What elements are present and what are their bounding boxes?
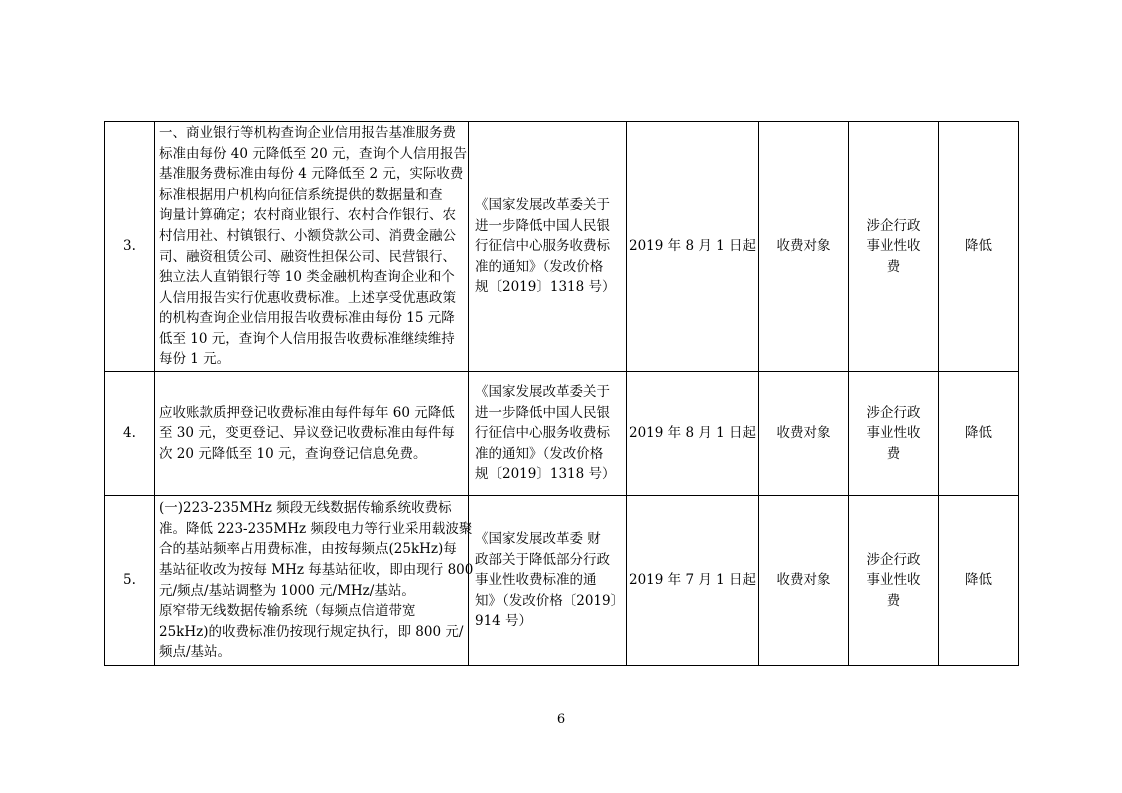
basis-line: 行征信中心服务收费标 (475, 425, 610, 442)
basis-line: 《国家发展改革委关于 (475, 384, 610, 401)
basis-line: 事业性收费标准的通 (475, 572, 597, 589)
content-line: 标准根据用户机构向征信系统提供的数据量和查 (159, 186, 443, 203)
content-line: 25kHz)的收费标准仍按现行规定执行，即 800 元/ (159, 623, 464, 640)
content-line: 基准服务费标准由每份 4 元降低至 2 元，实际收费 (159, 166, 464, 183)
adjustment-type: 降低 (939, 122, 1019, 372)
basis-line: 规〔2019〕1318 号） (475, 279, 616, 296)
fee-category-text: 涉企行政事业性收费 (866, 217, 921, 275)
table-row (105, 372, 1019, 496)
policy-basis (469, 372, 627, 496)
content-line: (一)223-235MHz 频段无线数据传输系统收费标 (159, 500, 452, 517)
adjustment-type: 降低 (939, 496, 1019, 666)
fee-category (849, 122, 939, 372)
fee-content (155, 372, 469, 496)
content-line: 的机构查询企业信用报告收费标准由每份 15 元降 (159, 310, 455, 327)
row-number: 4. (105, 372, 155, 496)
basis-line: 政部关于降低部分行政 (475, 551, 610, 568)
basis-line: 《国家发展改革委 财 (475, 531, 601, 548)
content-line: 元/频点/基站调整为 1000 元/MHz/基站。 (159, 582, 415, 599)
fee-category (849, 496, 939, 666)
row-number: 5. (105, 496, 155, 666)
adjustment-type: 降低 (939, 372, 1019, 496)
content-line: 准。降低 223-235MHz 频段电力等行业采用载波聚 (159, 520, 473, 537)
basis-line: 准的通知》（发改价格 (475, 258, 604, 275)
fee-category-text: 涉企行政事业性收费 (866, 551, 921, 609)
content-line: 标准由每份 40 元降低至 20 元，查询个人信用报告 (159, 145, 468, 162)
table-row (105, 496, 1019, 666)
content-line: 独立法人直销银行等 10 类金融机构查询企业和个 (159, 269, 455, 286)
basis-line: 进一步降低中国人民银 (475, 404, 610, 421)
fee-object: 收费对象 (759, 122, 849, 372)
content-line: 原窄带无线数据传输系统（每频点信道带宽 (159, 603, 416, 620)
policy-basis (469, 496, 627, 666)
fee-adjustment-table (104, 121, 1019, 666)
basis-line: 进一步降低中国人民银 (475, 217, 610, 234)
table-row (105, 122, 1019, 372)
effective-date: 2019 年 8 月 1 日起 (627, 372, 759, 496)
content-line: 至 30 元，变更登记、异议登记收费标准由每件每 (159, 425, 455, 442)
policy-basis (469, 122, 627, 372)
content-line: 合的基站频率占用费标准，由按每频点(25kHz)每 (159, 541, 457, 558)
content-line: 基站征收改为按每 MHz 每基站征收，即由现行 800 (159, 561, 474, 578)
fee-content (155, 496, 474, 666)
content-line: 村信用社、村镇银行、小额贷款公司、消费金融公 (159, 227, 456, 244)
basis-line: 914 号） (475, 613, 533, 630)
content-line: 应收账款质押登记收费标准由每件每年 60 元降低 (159, 404, 455, 421)
basis-line: 知》（发改价格〔2019〕 (475, 592, 625, 609)
content-line: 次 20 元降低至 10 元，查询登记信息免费。 (159, 445, 427, 462)
effective-date: 2019 年 7 月 1 日起 (627, 496, 759, 666)
basis-line: 准的通知》（发改价格 (475, 445, 604, 462)
fee-object: 收费对象 (759, 496, 849, 666)
fee-category-text: 涉企行政事业性收费 (866, 404, 921, 462)
content-line: 人信用报告实行优惠收费标准。上述享受优惠政策 (159, 289, 456, 306)
content-line: 每份 1 元。 (159, 351, 231, 368)
basis-line: 《国家发展改革委关于 (475, 197, 610, 214)
effective-date: 2019 年 8 月 1 日起 (627, 122, 759, 372)
basis-line: 规〔2019〕1318 号） (475, 466, 616, 483)
row-number: 3. (105, 122, 155, 372)
fee-object: 收费对象 (759, 372, 849, 496)
fee-content (155, 122, 469, 372)
page-number: 6 (556, 712, 566, 727)
content-line: 低至 10 元，查询个人信用报告收费标准继续维持 (159, 330, 455, 347)
content-line: 一、商业银行等机构查询企业信用报告基准服务费 (159, 124, 456, 141)
fee-category (849, 372, 939, 496)
basis-line: 行征信中心服务收费标 (475, 238, 610, 255)
content-line: 询量计算确定；农村商业银行、农村合作银行、农 (159, 207, 456, 224)
content-line: 频点/基站。 (159, 644, 232, 661)
content-line: 司、融资租赁公司、融资性担保公司、民营银行、 (159, 248, 456, 265)
